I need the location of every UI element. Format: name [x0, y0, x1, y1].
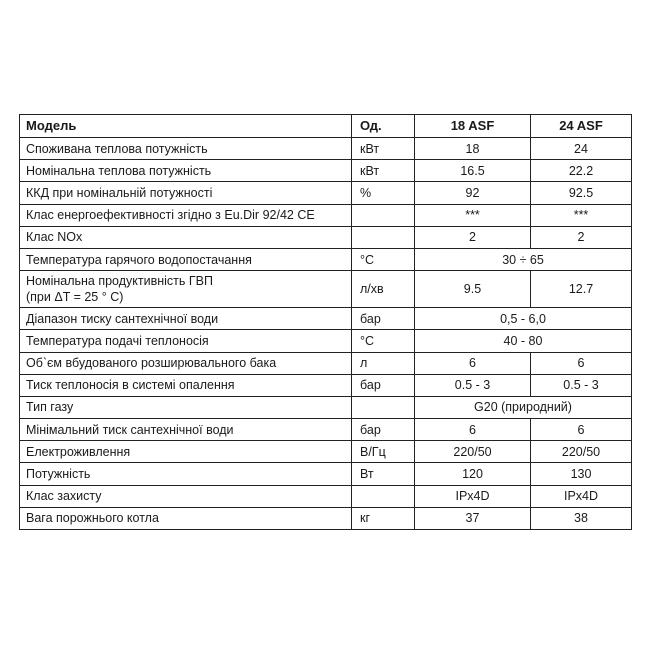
- table-row: [20, 396, 632, 418]
- row-unit: Вт: [352, 463, 415, 485]
- row-unit: л/хв: [352, 271, 415, 308]
- row-value-18: ***: [415, 204, 531, 226]
- row-value-24: IPx4D: [531, 485, 632, 507]
- row-param: Мінімальний тиск сантехнічної води: [20, 419, 352, 441]
- table-row: [20, 160, 632, 182]
- spec-table: [19, 114, 632, 530]
- row-param: Вага порожнього котла: [20, 507, 352, 529]
- table-row: [20, 485, 632, 507]
- table-row: [20, 182, 632, 204]
- row-value-24: 220/50: [531, 441, 632, 463]
- table-row: [20, 352, 632, 374]
- table-row: [20, 463, 632, 485]
- row-value-24: 12.7: [531, 271, 632, 308]
- row-unit: °C: [352, 248, 415, 270]
- row-unit: бар: [352, 419, 415, 441]
- table-row: [20, 138, 632, 160]
- table-row: [20, 204, 632, 226]
- row-param: ККД при номінальній потужності: [20, 182, 352, 204]
- table-row: [20, 271, 632, 308]
- row-value-24: 24: [531, 138, 632, 160]
- row-value-18: 2: [415, 226, 531, 248]
- header-model-24: 24 ASF: [531, 115, 632, 138]
- row-param: Діапазон тиску сантехнічної води: [20, 308, 352, 330]
- table-row: [20, 308, 632, 330]
- row-value-18: IPx4D: [415, 485, 531, 507]
- row-value-shared: G20 (природний): [415, 396, 632, 418]
- row-param: Тип газу: [20, 396, 352, 418]
- row-value-shared: 0,5 - 6,0: [415, 308, 632, 330]
- table-row: [20, 248, 632, 270]
- row-value-18: 92: [415, 182, 531, 204]
- row-param: Споживана теплова потужність: [20, 138, 352, 160]
- row-value-18: 120: [415, 463, 531, 485]
- row-unit: [352, 226, 415, 248]
- row-param: Клас NOx: [20, 226, 352, 248]
- table-row: [20, 226, 632, 248]
- row-value-24: 0.5 - 3: [531, 374, 632, 396]
- row-param: Тиск теплоносія в системі опалення: [20, 374, 352, 396]
- row-unit: [352, 485, 415, 507]
- row-value-shared: 30 ÷ 65: [415, 248, 632, 270]
- table-row: [20, 441, 632, 463]
- row-unit: [352, 396, 415, 418]
- row-value-18: 16.5: [415, 160, 531, 182]
- row-param: Потужність: [20, 463, 352, 485]
- row-value-18: 0.5 - 3: [415, 374, 531, 396]
- row-unit: бар: [352, 374, 415, 396]
- row-value-18: 220/50: [415, 441, 531, 463]
- row-value-24: 6: [531, 352, 632, 374]
- row-param-line1: Номінальна продуктивність ГВП: [26, 274, 213, 289]
- row-value-24: 6: [531, 419, 632, 441]
- row-param: Об`єм вбудованого розширювального бака: [20, 352, 352, 374]
- row-unit: бар: [352, 308, 415, 330]
- row-value-24: 130: [531, 463, 632, 485]
- row-value-24: 2: [531, 226, 632, 248]
- row-param-line2: (при ΔT = 25 ° C): [26, 290, 124, 305]
- table-row: [20, 330, 632, 352]
- row-value-18: 37: [415, 507, 531, 529]
- row-unit: В/Гц: [352, 441, 415, 463]
- row-value-24: 22.2: [531, 160, 632, 182]
- row-param: Номінальна теплова потужність: [20, 160, 352, 182]
- header-model-18: 18 ASF: [415, 115, 531, 138]
- row-value-24: 38: [531, 507, 632, 529]
- table-row: [20, 374, 632, 396]
- row-value-18: 6: [415, 419, 531, 441]
- row-unit: °C: [352, 330, 415, 352]
- row-value-18: 6: [415, 352, 531, 374]
- row-unit: кВт: [352, 138, 415, 160]
- header-row: [20, 115, 632, 138]
- row-unit: л: [352, 352, 415, 374]
- header-unit: Од.: [352, 115, 415, 138]
- row-value-24: 92.5: [531, 182, 632, 204]
- row-unit: кВт: [352, 160, 415, 182]
- row-value-shared: 40 - 80: [415, 330, 632, 352]
- row-param: [20, 271, 352, 308]
- row-param: Клас захисту: [20, 485, 352, 507]
- row-param: Температура гарячого водопостачання: [20, 248, 352, 270]
- row-unit: кг: [352, 507, 415, 529]
- row-value-24: ***: [531, 204, 632, 226]
- row-param: Електроживлення: [20, 441, 352, 463]
- row-param: Температура подачі теплоносія: [20, 330, 352, 352]
- row-value-18: 9.5: [415, 271, 531, 308]
- row-unit: [352, 204, 415, 226]
- row-value-18: 18: [415, 138, 531, 160]
- row-unit: %: [352, 182, 415, 204]
- header-model: Модель: [20, 115, 352, 138]
- table-row: [20, 419, 632, 441]
- table-row: [20, 507, 632, 529]
- row-param: Клас енергоефективності згідно з Eu.Dir 92/42 CE: [20, 204, 352, 226]
